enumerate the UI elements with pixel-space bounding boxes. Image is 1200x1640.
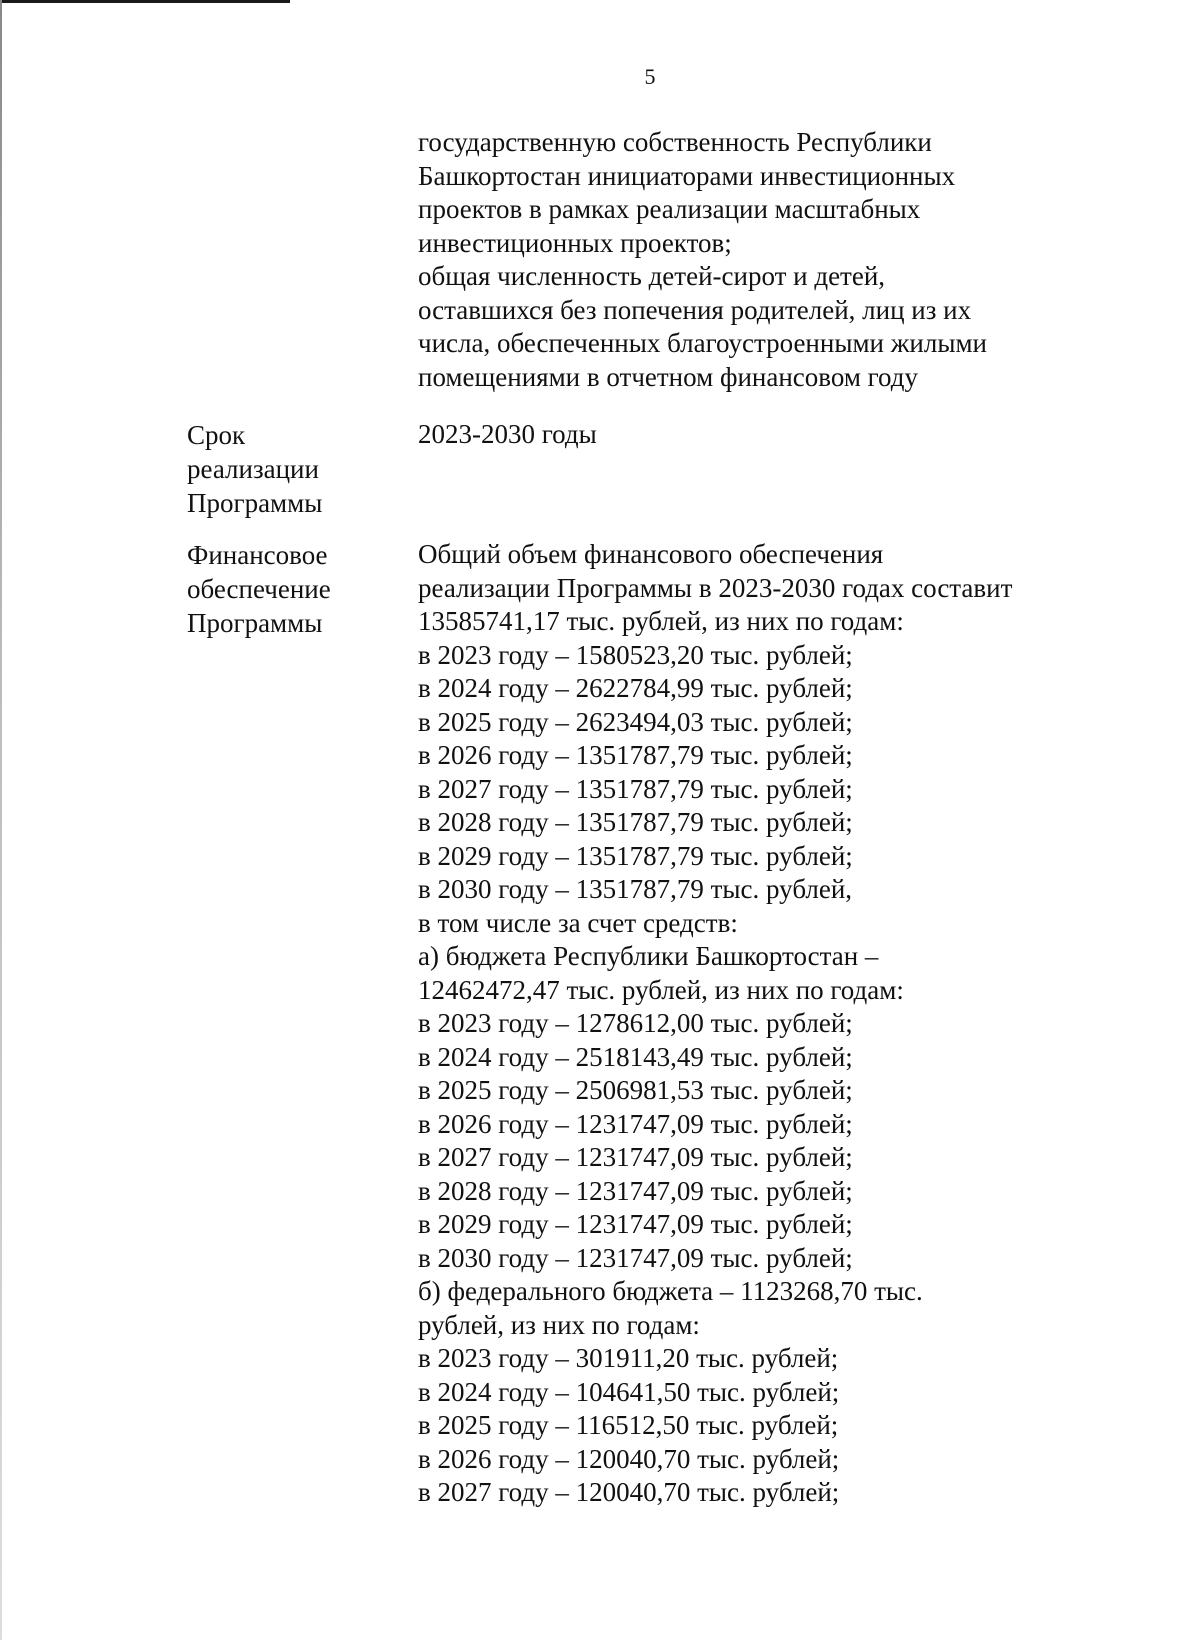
scan-edge-top <box>0 0 290 3</box>
finance-line: в 2023 году – 301911,20 тыс. рублей; <box>418 1343 839 1373</box>
period-label-line: реализации <box>187 454 319 484</box>
finance-line: Общий объем финансового обеспечения <box>418 539 884 569</box>
finance-line: в 2027 году – 120040,70 тыс. рублей; <box>418 1477 840 1507</box>
finance-line: а) бюджета Республики Башкортостан – <box>418 941 879 971</box>
period-label-line: Срок <box>187 420 246 450</box>
finance-line: в 2025 году – 2623494,03 тыс. рублей; <box>418 706 853 737</box>
finance-line: рублей, из них по годам: <box>418 1309 700 1340</box>
finance-line: в 2025 году – 116512,50 тыс. рублей; <box>418 1410 839 1440</box>
finance-line: в 2026 году – 1231747,09 тыс. рублей; <box>418 1108 853 1139</box>
finance-label <box>187 538 387 640</box>
finance-line: в 2028 году – 1351787,79 тыс. рублей; <box>418 807 853 837</box>
finance-line: в 2027 году – 1351787,79 тыс. рублей; <box>418 773 853 804</box>
intro-line: помещениями в отчетном финансовом году <box>418 361 919 392</box>
finance-line: в 2026 году – 1351787,79 тыс. рублей; <box>418 740 853 770</box>
finance-line: в 2028 году – 1231747,09 тыс. рублей; <box>418 1175 853 1206</box>
finance-line: в 2029 году – 1351787,79 тыс. рублей; <box>418 840 853 871</box>
intro-line: общая численность детей-сирот и детей, <box>418 261 886 291</box>
finance-line: в 2030 году – 1351787,79 тыс. рублей, <box>418 874 853 904</box>
finance-label-line: Программы <box>187 608 323 638</box>
intro-line: государственную собственность Республики <box>418 127 932 157</box>
finance-line: реализации Программы в 2023-2030 годах составит <box>418 572 1013 603</box>
finance-line: в 2023 году – 1278612,00 тыс. рублей; <box>418 1008 853 1038</box>
finance-line: в 2025 году – 2506981,53 тыс. рублей; <box>418 1075 853 1105</box>
intro-line: числа, обеспеченных благоустроенными жилыми <box>418 328 988 358</box>
finance-line: 12462472,47 тыс. рублей, из них по годам: <box>418 974 904 1005</box>
finance-line: в 2024 году – 2518143,49 тыс. рублей; <box>418 1041 853 1072</box>
finance-line: в 2024 году – 2622784,99 тыс. рублей; <box>418 673 853 703</box>
finance-line: б) федерального бюджета – 1123268,70 тыс. <box>418 1276 923 1306</box>
intro-line: оставшихся без попечения родителей, лиц из их <box>418 294 972 325</box>
finance-label-line: Финансовое <box>187 540 328 570</box>
finance-line: в том числе за счет средств: <box>418 907 738 938</box>
intro-line: инвестиционных проектов; <box>418 227 732 258</box>
finance-line: в 2023 году – 1580523,20 тыс. рублей; <box>418 639 853 670</box>
period-value-text: 2023-2030 годы <box>418 419 597 449</box>
finance-label-line: обеспечение <box>187 574 331 604</box>
period-value <box>418 418 1138 452</box>
page-number: 5 <box>644 64 656 89</box>
intro-line: Башкортостан инициаторами инвестиционных <box>418 160 956 191</box>
finance-text-block <box>418 538 1138 1510</box>
finance-line: в 2029 году – 1231747,09 тыс. рублей; <box>418 1209 853 1239</box>
scan-edge-left <box>0 0 2 1640</box>
intro-text-block <box>418 126 1138 394</box>
period-label <box>187 418 387 520</box>
intro-line: проектов в рамках реализации масштабных <box>418 194 921 224</box>
finance-line: в 2027 году – 1231747,09 тыс. рублей; <box>418 1142 853 1172</box>
finance-line: 13585741,17 тыс. рублей, из них по годам: <box>418 606 904 636</box>
finance-line: в 2030 году – 1231747,09 тыс. рублей; <box>418 1242 853 1273</box>
finance-line: в 2026 году – 120040,70 тыс. рублей; <box>418 1443 840 1474</box>
finance-line: в 2024 году – 104641,50 тыс. рублей; <box>418 1376 840 1407</box>
period-label-line: Программы <box>187 488 323 518</box>
